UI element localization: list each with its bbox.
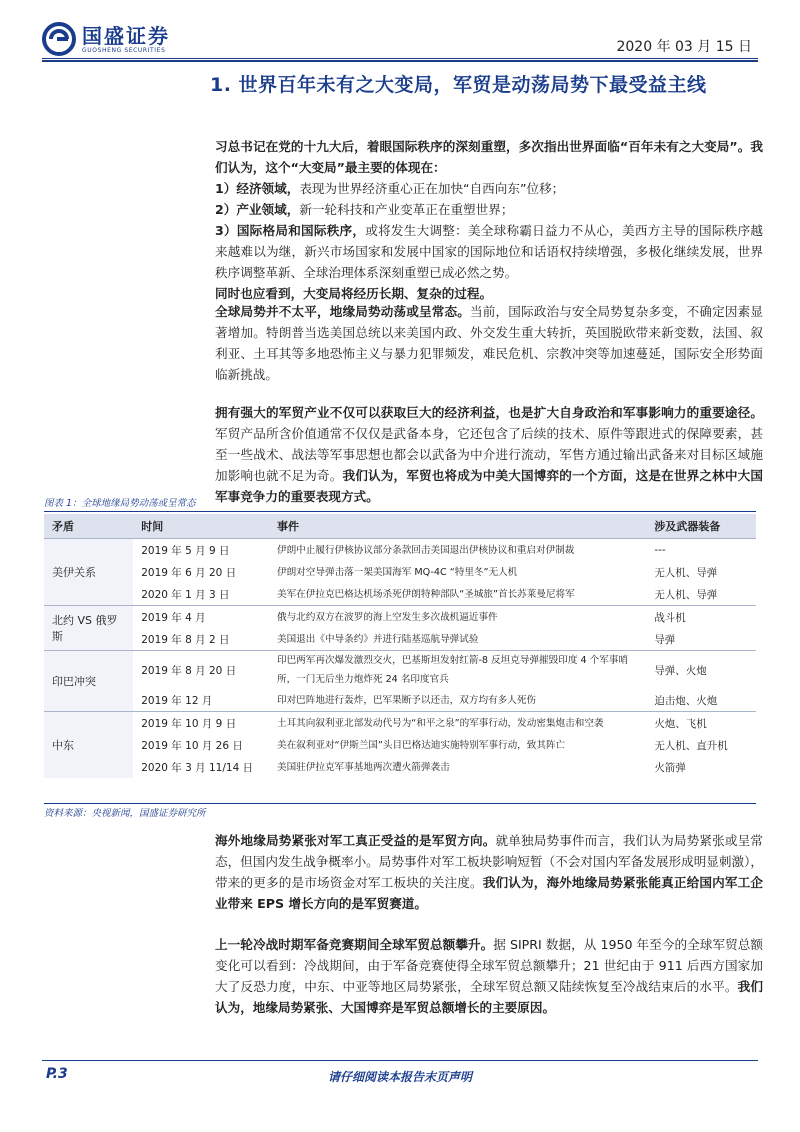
event-cell: 美在叙利亚对“伊斯兰国”头目巴格达迪实施特别军事行动，致其阵亡 (276, 739, 566, 751)
paragraph-big-change (215, 136, 763, 304)
event-cell: 土耳其向叙利亚北部发动代号为“和平之泉”的军事行动，发动密集炮击和空袭 (269, 712, 646, 735)
table-caption: 图表 1：全球地缘局势动荡或呈常态 (44, 498, 196, 509)
para1-item3: 3）国际格局和国际秩序，或将发生大调整：美全球称霸日益力不从心，美西方主导的国际秩序越来越难以为继，新兴市场国家和发展中国家的国际地位和话语权持续增强，多极化继续发展，世界秩序调整革新、全球治理体系深刻重塑已成必然之势。 (215, 223, 764, 280)
weapons-cell: 火箭弹 (654, 761, 686, 774)
time-cell: 2019 年 8 月 2 日 (141, 633, 230, 646)
paragraph-global-situation: 全球局势并不太平，地缘局势动荡或呈常态。当前，国际政治与安全局势复杂多变，不确定因素显著增加。特朗普当选美国总统以来美国内政、外交发生重大转折，英国脱欧带来新变数，法国、叙利亚、土耳其等多地恐怖主义与暴力犯罪频发，难民危机、宗教冲突等加速蔓延，国际安全形势面临新挑战。 (215, 304, 764, 382)
table-row (44, 712, 756, 735)
weapons-cell: 无人机、导弹 (654, 566, 718, 579)
events-table (44, 514, 756, 778)
time-cell: 2019 年 8 月 20 日 (133, 651, 269, 690)
time-cell: 2020 年 3 月 11/14 日 (141, 761, 254, 774)
section-title: 1. 世界百年未有之大变局，军贸是动荡局势下最受益主线 (210, 74, 707, 96)
logo-english-name: GUOSHENG SECURITIES (82, 46, 166, 54)
col-header-conflict: 矛盾 (44, 514, 133, 539)
footer-divider (42, 1060, 758, 1061)
company-logo (42, 22, 170, 56)
para1-intro: 习总书记在党的十九大后，着眼国际秩序的深刻重塑，多次指出世界面临“百年未有之大变局”。我们认为，这个“大变局”最主要的体现在： (215, 139, 763, 175)
weapons-cell: 无人机、导弹 (654, 588, 718, 601)
weapons-cell: 火炮、飞机 (646, 712, 756, 735)
event-cell: 伊朗对空导弹击落一架美国海军 MQ-4C “特里冬”无人机 (276, 566, 518, 578)
paragraph-military-trade: 拥有强大的军贸产业不仅可以获取巨大的经济利益，也是扩大自身政治和军事影响力的重要途径。军贸产品所含价值通常不仅仅是武备本身，它还包含了后续的技术、原件等跟进式的保障要素，甚至一些战术、战法等军事思想也都会以武备为中介进行流动，军售方通过输出武备来对目标区域施加影响也就不足为奇。我们认为，军贸也将成为中美大国博弈的一个方面，这是在世界之林中大国军事竞争力的重要表现方式。 (215, 405, 764, 504)
weapons-cell: 战斗机 (646, 606, 756, 629)
weapons-cell: 导弹、火炮 (646, 651, 756, 690)
page-number: P.3 (46, 1066, 68, 1082)
table-row (44, 606, 756, 629)
weapons-cell: 导弹 (654, 633, 676, 646)
time-cell: 2019 年 4 月 (133, 606, 269, 629)
time-cell: 2019 年 10 月 9 日 (133, 712, 269, 735)
time-cell: 2020 年 1 月 3 日 (141, 588, 230, 601)
event-cell: 印对巴阵地进行轰炸，巴军果断予以还击，双方均有多人死伤 (276, 694, 537, 706)
table-row (44, 651, 756, 690)
weapons-cell: 迫击炮、火炮 (654, 694, 718, 707)
event-cell: 美国退出《中导条约》并进行陆基巡航导弹试验 (276, 633, 479, 645)
event-cell: 俄与北约双方在波罗的海上空发生多次战机逼近事件 (269, 606, 646, 629)
table-source: 资料来源：央视新闻，国盛证券研究所 (44, 808, 206, 819)
weapons-cell: 无人机、直升机 (654, 739, 728, 752)
event-cell: 印巴两军再次爆发激烈交火，巴基斯坦发射红箭-8 反坦克导弹摧毁印度 4 个军事哨所，一门无后坐力炮炸死 24 名印度官兵 (269, 651, 646, 690)
footer-disclaimer: 请仔细阅读本报告末页声明 (327, 1070, 472, 1084)
header-divider-thick (42, 60, 758, 62)
caption-divider (44, 511, 756, 512)
para1-item2: 2）产业领域，新一轮科技和产业变革正在重塑世界； (215, 202, 514, 217)
event-cell: 美军在伊拉克巴格达机场杀死伊朗特种部队“圣城旅”首长苏莱曼尼将军 (276, 588, 575, 600)
col-header-time: 时间 (133, 514, 269, 539)
time-cell: 2019 年 12 月 (141, 694, 213, 707)
table-row (44, 561, 756, 583)
table-row (44, 689, 756, 712)
col-header-weapons: 涉及武器装备 (646, 514, 756, 539)
event-cell: 美国驻伊拉克军事基地两次遭火箭弹袭击 (276, 761, 450, 773)
header-divider (42, 58, 758, 59)
event-cell: 伊朗中止履行伊核协议部分条款回击美国退出伊核协议和重启对伊制裁 (269, 539, 646, 562)
group-cell: 美伊关系 (44, 539, 133, 606)
table-header-row (44, 514, 756, 539)
paragraph-cold-war-trade: 上一轮冷战时期军备竞赛期间全球军贸总额攀升。据 SIPRI 数据，从 1950 年至今的全球军贸总额变化可以看到：冷战期间，由于军备竞赛使得全球军贸总额攀升；21 世纪由于 911 后西方国家加大了反恐力度，中东、中亚等地区局势紧张，全球军贸总额又陆续恢复至冷战结束后的水平。我们认为，地缘局势紧张、大国博弈是军贸总额增长的主要原因。 (215, 937, 764, 1015)
col-header-event: 事件 (269, 514, 646, 539)
weapons-cell: --- (646, 539, 756, 562)
para1-closing: 同时也应看到，大变局将经历长期、复杂的过程。 (215, 286, 493, 301)
time-cell: 2019 年 5 月 9 日 (133, 539, 269, 562)
group-cell: 印巴冲突 (44, 651, 133, 712)
logo-chinese-name: 国盛证券 (82, 23, 170, 48)
table-row (44, 628, 756, 651)
source-divider (44, 803, 756, 804)
table-row (44, 756, 756, 778)
para1-item1: 1）经济领域，表现为世界经济重心正在加快“自西向东”位移； (215, 181, 565, 196)
table-row (44, 583, 756, 606)
report-date: 2020 年 03 月 15 日 (616, 39, 752, 55)
time-cell: 2019 年 10 月 26 日 (141, 739, 243, 752)
table-row (44, 734, 756, 756)
table-row (44, 539, 756, 562)
time-cell: 2019 年 6 月 20 日 (141, 566, 237, 579)
group-cell: 中东 (44, 712, 133, 779)
paragraph-geopolitics-benefit: 海外地缘局势紧张对军工真正受益的是军贸方向。就单独局势事件而言，我们认为局势紧张或呈常态，但国内发生战争概率小。局势事件对军工板块影响短暂（不会对国内军备发展形成明显刺激），带来的更多的是市场资金对军工板块的关注度。我们认为，海外地缘局势紧张能真正给国内军工企业带来 EPS 增长方向的是军贸赛道。 (215, 833, 764, 911)
guosheng-logo-icon (42, 22, 76, 56)
group-cell: 北约 VS 俄罗斯 (44, 606, 133, 651)
